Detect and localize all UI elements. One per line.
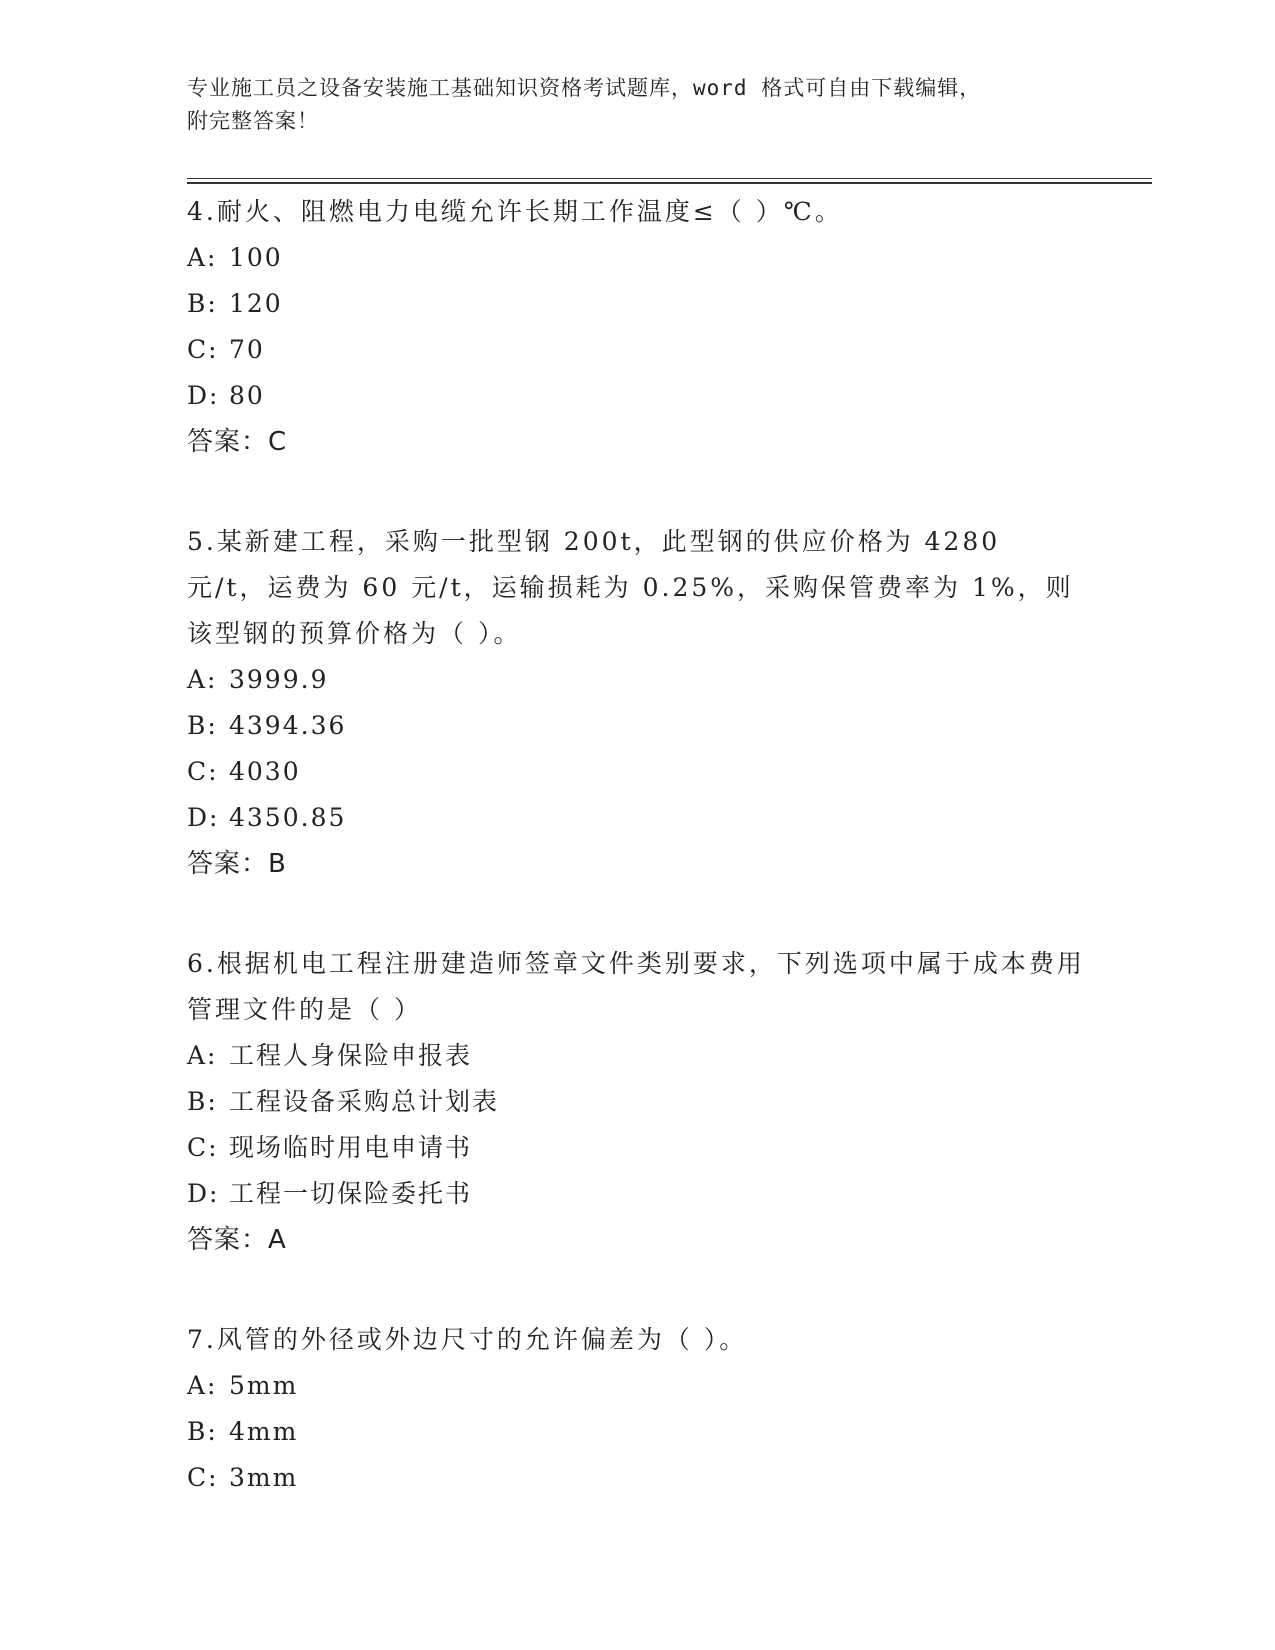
header-line-1: 专业施工员之设备安装施工基础知识资格考试题库，word 格式可自由下载编辑，	[187, 76, 982, 100]
header-line-2: 附完整答案！	[187, 109, 319, 133]
option-d: D: 80	[187, 381, 265, 410]
option-a: A: 100	[187, 243, 283, 272]
question-text: 7.风管的外径或外边尺寸的允许偏差为（ ）。	[187, 1325, 748, 1354]
answer-line: 答案：B	[187, 849, 287, 879]
option-d: D: 4350.85	[187, 803, 347, 832]
option-a: A: 3999.9	[187, 665, 329, 694]
option-c: C: 4030	[187, 757, 301, 786]
question-item	[187, 189, 1087, 465]
question-list	[187, 189, 1087, 1555]
question-item	[187, 519, 1087, 887]
answer-line: 答案：C	[187, 427, 288, 457]
option-a: A: 工程人身保险申报表	[187, 1041, 473, 1070]
option-b: B: 4mm	[187, 1417, 299, 1446]
question-text: 5.某新建工程，采购一批型钢 200t，此型钢的供应价格为 4280 元/t，运费为 60 元/t，运输损耗为 0.25%，采购保管费率为 1%，则该型钢的预算价格为（ ）。	[187, 527, 1074, 648]
option-c: C: 3mm	[187, 1463, 299, 1492]
header-divider-thick	[187, 182, 1152, 184]
option-a: A: 5mm	[187, 1371, 299, 1400]
question-text: 6.根据机电工程注册建造师签章文件类别要求，下列选项中属于成本费用管理文件的是（ ）	[187, 949, 1085, 1024]
option-d: D: 工程一切保险委托书	[187, 1179, 473, 1208]
option-b: B: 工程设备采购总计划表	[187, 1087, 500, 1116]
option-c: C: 现场临时用电申请书	[187, 1133, 473, 1162]
question-item	[187, 1317, 1087, 1501]
option-b: B: 120	[187, 289, 283, 318]
option-b: B: 4394.36	[187, 711, 347, 740]
question-item	[187, 941, 1087, 1263]
question-text: 4.耐火、阻燃电力电缆允许长期工作温度≤（ ）℃。	[187, 197, 843, 226]
header-divider-thin	[187, 178, 1152, 179]
option-c: C: 70	[187, 335, 265, 364]
answer-line: 答案：A	[187, 1225, 287, 1255]
document-header	[187, 72, 1087, 138]
